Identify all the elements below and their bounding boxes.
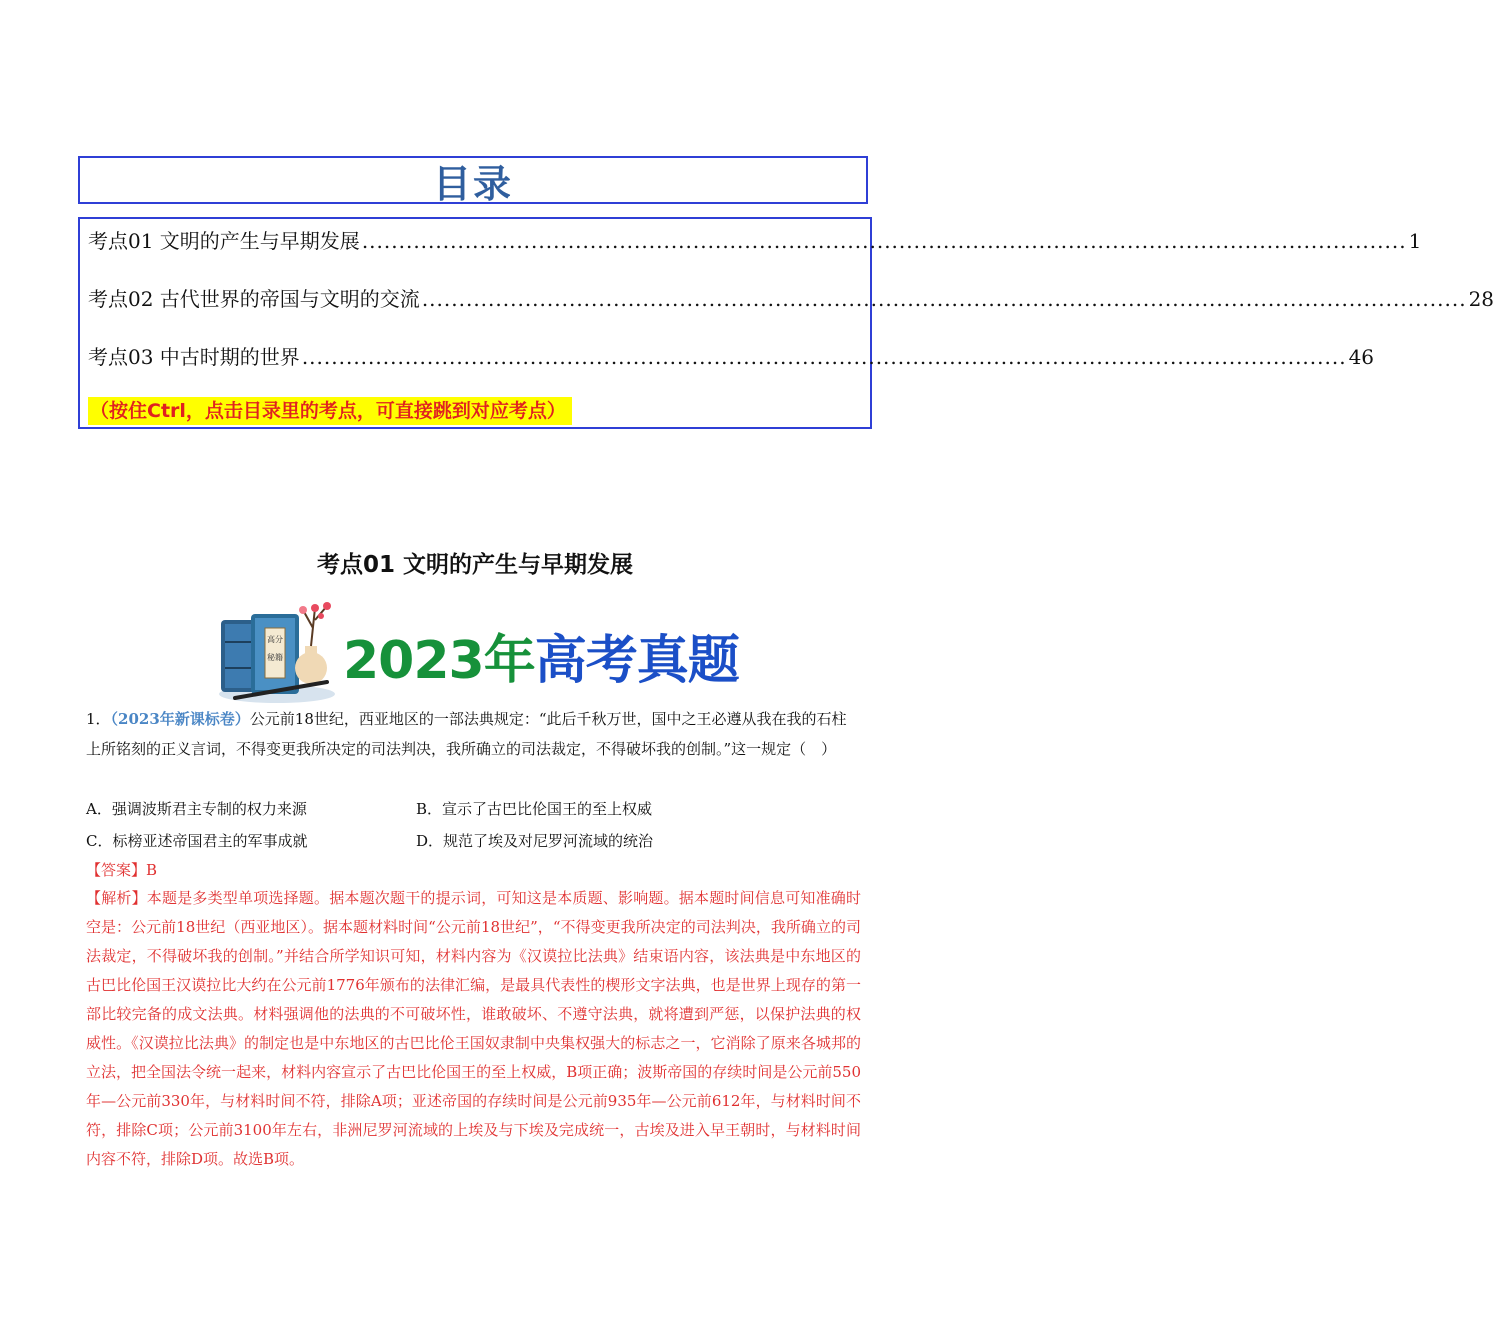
- option-a[interactable]: A．强调波斯君主专制的权力来源: [86, 800, 307, 818]
- toc-item-3[interactable]: [88, 341, 1375, 371]
- toc-leader-dots: ..............................................................................................................................................: [421, 287, 1467, 311]
- toc-leader-dots: ..............................................................................................................................................: [301, 345, 1347, 369]
- toc-item-label[interactable]: 考点01 文明的产生与早期发展: [88, 229, 360, 253]
- question-text: 公元前18世纪，西亚地区的一部法典规定：“此后千秋万世，国中之王必遵从我在我的石柱上所铭刻的正义言词，不得变更我所决定的司法判决，我所确立的司法裁定，不得破坏我的创制。”这一规定（ ）: [86, 710, 847, 758]
- book-label-line-1: 高分: [267, 635, 283, 644]
- banner-title: [343, 618, 739, 693]
- answer-line: 【答案】B: [86, 861, 158, 879]
- banner-year: 2023年: [343, 631, 535, 691]
- toc-item-label[interactable]: 考点02 古代世界的帝国与文明的交流: [88, 287, 420, 311]
- toc-item-label[interactable]: 考点03 中古时期的世界: [88, 345, 300, 369]
- question-source: （2023年新课标卷）: [110, 710, 250, 728]
- toc-title-box: [78, 156, 868, 204]
- toc-list: [78, 217, 1494, 429]
- question-stem: [86, 704, 861, 764]
- exam-banner: [215, 598, 739, 708]
- option-c[interactable]: C．标榜亚述帝国君主的军事成就: [86, 832, 308, 850]
- toc-item-page[interactable]: 28: [1468, 287, 1494, 311]
- toc-leader-dots: ..............................................................................................................................................: [361, 229, 1407, 253]
- banner-highlight: 高考真题: [534, 631, 739, 691]
- option-d[interactable]: D．规范了埃及对尼罗河流域的统治: [416, 832, 654, 850]
- question-number: 1．: [86, 710, 111, 728]
- option-b[interactable]: B．宣示了古巴比伦国王的至上权威: [416, 800, 653, 818]
- analysis-text: 【解析】本题是多类型单项选择题。据本题次题干的提示词，可知这是本质题、影响题。据本题时间信息可知准确时空是：公元前18世纪（西亚地区）。据本题材料时间“公元前18世纪”，“不得变更我所决定的司法判决，我所确立的司法裁定，不得破坏我的创制。”并结合所学知识可知，材料内容为《汉谟拉比法典》结束语内容，该法典是中东地区的古巴比伦国王汉谟拉比大约在公元前1776年颁布的法律汇编，是最具代表性的楔形文字法典，也是世界上现存的第一部比较完备的成文法典。材料强调他的法典的不可破坏性，谁敢破坏、不遵守法典，就将遭到严惩，以保护法典的权威性。《汉谟拉比法典》的制定也是中东地区的古巴比伦王国奴隶制中央集权强大的标志之一，它消除了原来各城邦的立法，把全国法令统一起来，材料内容宣示了古巴比伦国王的至上权威，B项正确；波斯帝国的存续时间是公元前550年—公元前330年，与材料时间不符，排除A项；亚述帝国的存续时间是公元前935年—公元前612年，与材料时间不符，排除C项；公元前3100年左右，非洲尼罗河流域的上埃及与下埃及完成统一，古埃及进入早王朝时，与材料时间内容不符，排除D项。故选B项。: [86, 889, 861, 1168]
- toc-title: 目录: [432, 161, 513, 206]
- toc-hint: （按住Ctrl，点击目录里的考点，可直接跳到对应考点）: [88, 397, 572, 425]
- book-label-line-2: 秘籍: [267, 653, 283, 662]
- toc-item-2[interactable]: [88, 283, 1494, 313]
- section-heading: 考点01 文明的产生与早期发展: [316, 552, 633, 578]
- toc-item-page[interactable]: 46: [1348, 345, 1375, 369]
- toc-item-page[interactable]: 1: [1408, 229, 1422, 253]
- books-illustration-icon: [215, 598, 345, 708]
- toc-item-1[interactable]: [88, 225, 1422, 255]
